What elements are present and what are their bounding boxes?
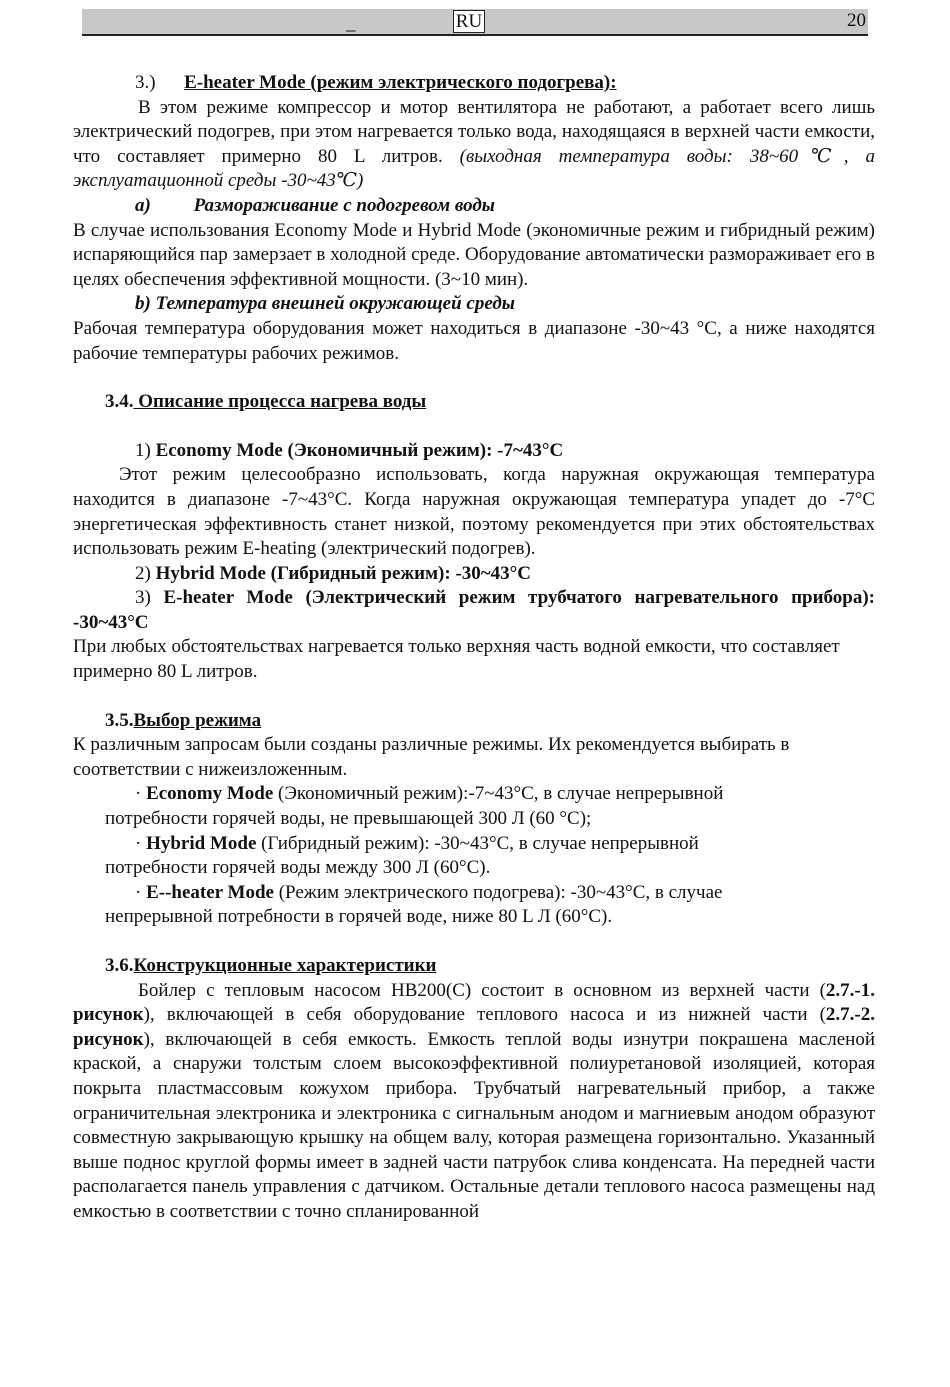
mode-text: (Режим электрического подогрева): -30~43°C, в случае xyxy=(273,881,723,903)
mode-item-e-heater-cont: непрерывной потребности в горячей воде, ниже 80 L Л (60°C). xyxy=(105,906,613,928)
header-mark: _ xyxy=(346,13,356,34)
e-heater-mode-body: При любых обстоятельствах нагревается только верхняя часть водной емкости, что составляет примерно 80 L литров. xyxy=(73,636,840,683)
e-heater-number: 3.) xyxy=(135,72,156,93)
mode-text: (Экономичный режим):-7~43°C, в случае непрерывной xyxy=(273,783,724,805)
mode-item-hybrid xyxy=(105,832,875,857)
e-heater-paragraph xyxy=(73,96,875,194)
hybrid-heading xyxy=(73,562,875,587)
section-3-6-number: 3.6. xyxy=(105,955,134,976)
section-3-6-p3: ), включающей в себя емкость. Емкость теплой воды изнутри покрашена масленой краской, а снаружи толстым слоем высокоэффективной полиуретановой изоляцией, которая покрыта пластмассовым кожухом прибора. Трубчатый нагревательный прибор, а также ограничительная электроника и электроника с сигнальным анодом и магниевым анодом образуют совместную закрывающую крышку на общем валу, которая размещена горизонтально. Указанный выше поднос круглой формы имеет в задней части патрубок слива конденсата. На передней части располагается панель управления с датчиком. Остальные детали теплового насоса размещены над емкостью в соответствии с точно спланированной xyxy=(73,1028,875,1222)
mode-item-hybrid-cont: потребности горячей воды между 300 Л (60°C). xyxy=(105,857,491,879)
section-3-5-intro: К различным запросам были созданы различные режимы. Их рекомендуется выбирать в соответствии с нижеизложенным. xyxy=(73,734,790,780)
section-3-6-heading xyxy=(73,954,875,979)
mode-item-e-heater xyxy=(105,881,875,906)
e-heater-body-italic: (выходная температура воды: 38~60℃, а эксплуатационной среды -30~43℃) xyxy=(73,145,875,192)
section-3-5-number: 3.5. xyxy=(105,709,134,731)
defrost-letter: a) xyxy=(135,194,151,216)
bullet-dot: · xyxy=(135,832,147,854)
defrost-body: В случае использования Economy Mode и Hybrid Mode (экономичные режим и гибридный режим) испаряющийся пар замерзает в холодной среде. Оборудование автоматически размораживает его в целях обеспечения эффективной мощности. (3~10 мин). xyxy=(73,219,875,290)
figure-ref-2: 2.7.-2. рисунок xyxy=(73,1004,875,1050)
defrost-title: Размораживание с подогревом воды xyxy=(193,194,495,216)
e-heater-heading xyxy=(73,71,875,96)
e-heater-body: В этом режиме компрессор и мотор вентилятора не работают, а работает всего лишь электрический подогрев, при этом нагревается только вода, находящаяся в верхней части емкости, что составляет примерно 80 L литров. xyxy=(73,96,875,167)
bullet-dot: · xyxy=(135,783,147,805)
economy-prefix: 1) xyxy=(135,439,156,461)
e-heater-mode-prefix: 3) xyxy=(135,587,164,609)
e-heater-mode-heading xyxy=(73,586,875,635)
page-number: 20 xyxy=(847,10,866,31)
e-heater-mode-title: E-heater Mode (Электрический режим трубчатого нагревательного прибора): -30~43°C xyxy=(73,587,875,633)
figure-ref-1: 2.7.-1. рисунок xyxy=(73,979,875,1026)
section-3-5-title: Выбор режима xyxy=(133,709,262,731)
ambient-heading: b) Температура внешней окружающей среды xyxy=(135,293,515,315)
e-heater-title: E-heater Mode (режим электрического подогрева): xyxy=(184,72,617,93)
economy-body: Этот режим целесообразно использовать, когда наружная окружающая температура находится в диапазоне -7~43°C. Когда наружная окружающая температура упадет до -7°C энергетическая эффективность станет низкой, поэтому рекомендуется при этих обстоятельствах использовать режим E-heating (электрический подогрев). xyxy=(73,464,875,560)
economy-heading xyxy=(73,439,875,464)
section-3-6-p1: Бойлер с тепловым насосом HB200(C) состоит в основном из верхней части ( xyxy=(138,979,826,1001)
mode-item-economy-cont: потребности горячей воды, не превышающей 300 Л (60 °C); xyxy=(105,808,592,830)
page-header xyxy=(82,9,868,36)
mode-text: (Гибридный режим): -30~43°C, в случае непрерывной xyxy=(256,832,699,854)
section-3-6-p2: ), включающей в себя оборудование теплового насоса и из нижней части ( xyxy=(143,1004,826,1026)
hybrid-prefix: 2) xyxy=(135,562,156,584)
hybrid-title: Hybrid Mode (Гибридный режим): -30~43°C xyxy=(155,562,531,584)
section-3-6-body xyxy=(73,979,875,1225)
section-3-4-title: Описание процесса нагрева воды xyxy=(133,391,427,413)
section-3-4-number: 3.4. xyxy=(105,391,134,413)
section-3-6-title: Конструкционные характеристики xyxy=(133,955,437,976)
economy-title: Economy Mode (Экономичный режим): -7~43°C xyxy=(155,439,564,461)
mode-item-economy xyxy=(105,782,875,807)
ambient-body: Рабочая температура оборудования может находиться в диапазоне -30~43 °C, а ниже находятся рабочие температуры рабочих режимов. xyxy=(73,317,875,364)
mode-name: Economy Mode xyxy=(146,783,274,805)
mode-name: Hybrid Mode xyxy=(146,832,257,854)
mode-list xyxy=(73,782,875,930)
section-3-4-heading xyxy=(73,390,875,415)
section-3-5-heading xyxy=(73,709,875,734)
language-label: RU xyxy=(453,10,485,33)
mode-name: E--heater Mode xyxy=(146,881,274,903)
bullet-dot: · xyxy=(135,881,147,903)
page-content xyxy=(73,71,875,1225)
defrost-heading xyxy=(73,194,875,219)
